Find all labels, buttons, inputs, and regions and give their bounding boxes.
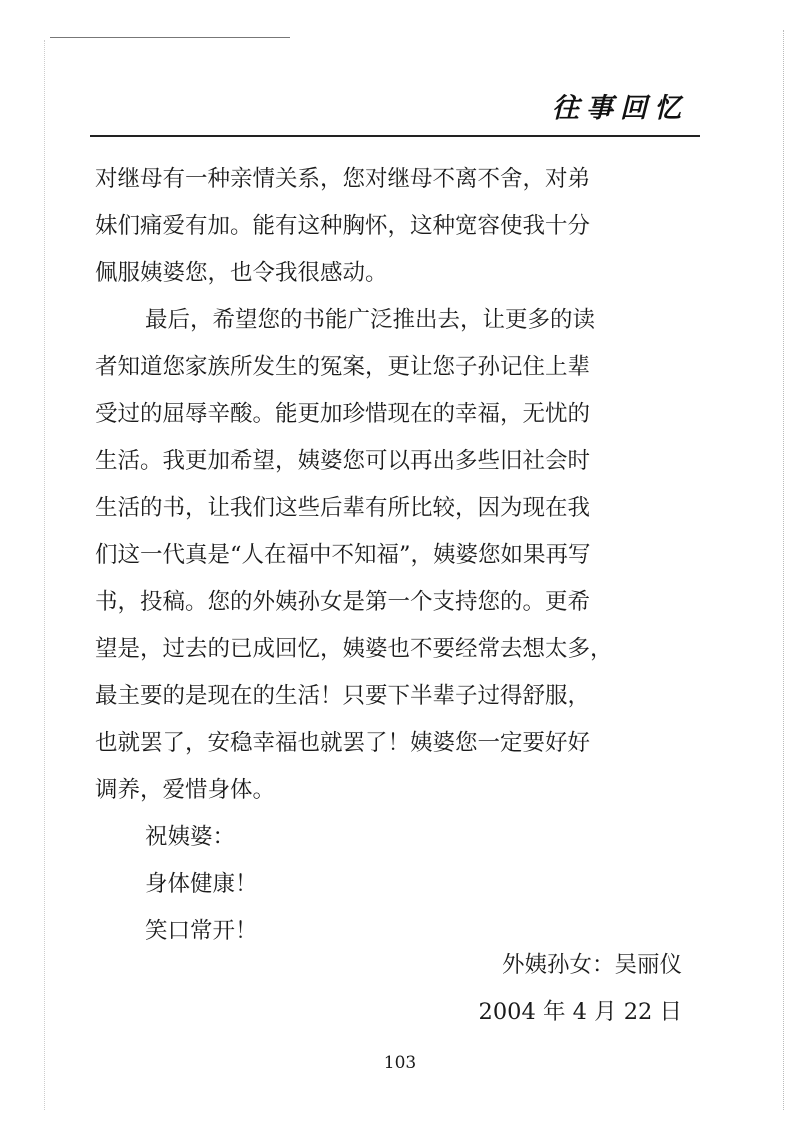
scan-edge-right: [783, 30, 784, 1110]
body-line: 也就罢了，安稳幸福也就罢了！姨婆您一定要好好: [95, 730, 591, 756]
body-line: 调养，爱惜身体。: [95, 777, 276, 803]
scan-artifact-line: [50, 37, 290, 38]
scan-edge-left: [44, 40, 45, 1110]
salutation-line: 祝姨婆：: [145, 824, 236, 850]
running-header-title: 往事回忆: [552, 93, 688, 124]
body-line: 佩服姨婆您，也令我很感动。: [95, 260, 388, 286]
body-line: 妹们痛爱有加。能有这种胸怀，这种宽容使我十分: [95, 213, 591, 239]
wish-line: 身体健康！: [145, 871, 258, 897]
signature-block: [479, 942, 682, 1036]
body-line: 最主要的是现在的生活！只要下半辈子过得舒服，: [95, 683, 591, 709]
letter-body: [95, 156, 705, 955]
body-line: 者知道您家族所发生的冤案，更让您子孙记住上辈: [95, 354, 591, 380]
body-line: 书，投稿。您的外姨孙女是第一个支持您的。更希: [95, 589, 591, 615]
signature-date: 2004 年 4 月 22 日: [478, 999, 682, 1025]
body-line: 望是，过去的已成回忆，姨婆也不要经常去想太多，: [95, 636, 613, 662]
header-rule: [90, 135, 700, 137]
page-number: 103: [383, 1053, 417, 1073]
paragraph-start-line: 最后，希望您的书能广泛推出去，让更多的读: [145, 307, 596, 333]
body-line: 们这一代真是“人在福中不知福”，姨婆您如果再写: [95, 542, 591, 568]
body-line: 受过的屈辱辛酸。能更加珍惜现在的幸福，无忧的: [95, 401, 591, 427]
body-line: 对继母有一种亲情关系，您对继母不离不舍，对弟: [95, 166, 591, 192]
body-line: 生活的书，让我们这些后辈有所比较，因为现在我: [95, 495, 591, 521]
signature-name: 外姨孙女：吴丽仪: [501, 952, 682, 978]
body-line: 生活。我更加希望，姨婆您可以再出多些旧社会时: [95, 448, 591, 474]
wish-line: 笑口常开！: [145, 918, 258, 944]
